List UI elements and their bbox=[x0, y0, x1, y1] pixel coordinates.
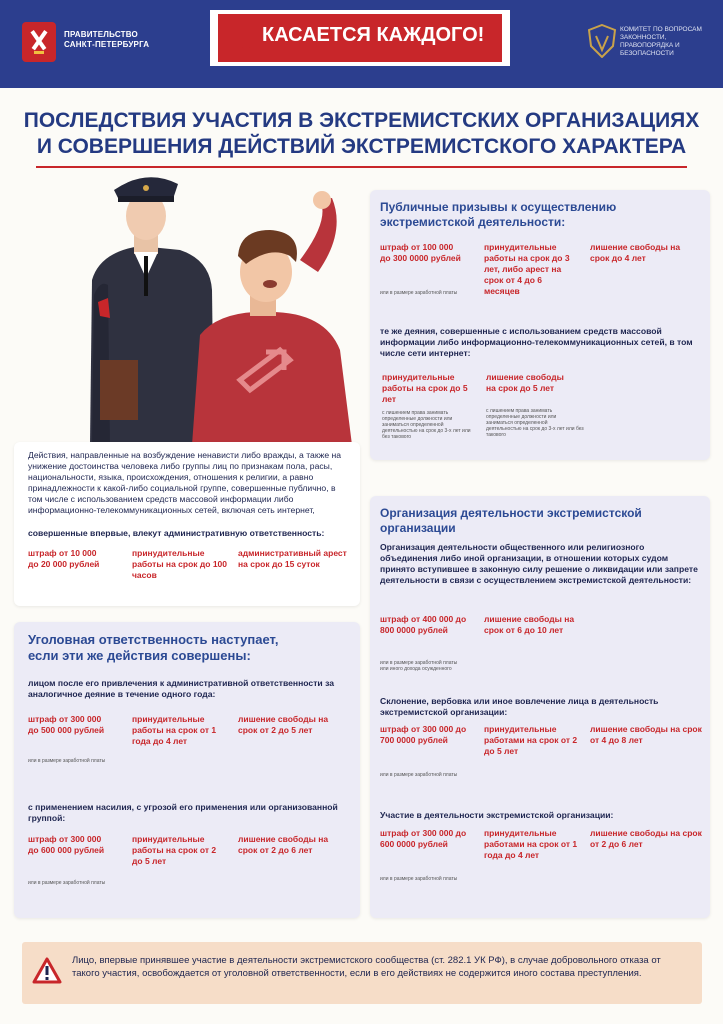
org-b-prison: лишение свободы на срок от 4 до 8 лет bbox=[590, 724, 702, 745]
org-lead3: Участие в деятельности экстремистской организации: bbox=[380, 810, 614, 820]
org-lead1: Организация деятельности общественного или религиозного объединения либо иной организации, в отношении которых судом принято вступившее в законную силу решение о ликвидации или запрете деятельности в связи с осуществлением экстремистской деятельности: bbox=[380, 542, 698, 585]
criminal-card bbox=[14, 622, 360, 918]
page-title: ПОСЛЕДСТВИЯ УЧАСТИЯ В ЭКСТРЕМИСТСКИХ ОРГАНИЗАЦИЯХ И СОВЕРШЕНИЯ ДЕЙСТВИЙ ЭКСТРЕМИСТСКОГО ХАРАКТЕРА bbox=[23, 109, 700, 158]
organization-card bbox=[370, 496, 710, 918]
footer-text: Лицо, впервые принявшее участие в деятельности экстремистского сообщества (ст. 282.1 УК РФ), в случае добровольного отказа от такого участия, освобождается от уголовной ответственности, если в его действиях не содержится иного состава преступления. bbox=[72, 955, 661, 979]
footer-notice bbox=[22, 942, 702, 1004]
gov-name: ПРАВИТЕЛЬСТВО САНКТ-ПЕТЕРБУРГА bbox=[64, 30, 150, 49]
public-calls-card bbox=[370, 190, 710, 460]
media-work: принудительные работы на срок до 5 лет bbox=[382, 372, 468, 404]
org-c-note: или в размере заработной платы bbox=[380, 876, 458, 882]
case1-work: принудительные работы на срок от 1 года до 4 лет bbox=[132, 714, 217, 746]
media-prison: лишение свободы на срок до 5 лет bbox=[486, 372, 564, 393]
case2-work: принудительные работы на срок от 2 до 5 лет bbox=[132, 834, 217, 866]
young-man-figure bbox=[192, 191, 352, 445]
org-b-fine: штраф от 300 000 до 700 0000 рублей bbox=[380, 724, 467, 745]
public-calls-title: Публичные призывы к осуществлению экстремистской деятельности: bbox=[380, 200, 617, 229]
public-lead2: те же деяния, совершенные с использованием средств массовой информации либо информационно-телекоммуникационных сетей, в том числе сети интернет: bbox=[380, 326, 693, 358]
illustration bbox=[70, 160, 370, 445]
org-c-prison: лишение свободы на срок от 2 до 6 лет bbox=[590, 828, 702, 849]
case2-prison: лишение свободы на срок от 2 до 6 лет bbox=[238, 834, 329, 855]
org-a-prison: лишение свободы на срок от 6 до 10 лет bbox=[484, 614, 575, 635]
admin-fine: штраф от 10 000 до 20 000 рублей bbox=[28, 548, 100, 569]
admin-arrest: административный арест на срок до 15 суток bbox=[238, 548, 347, 569]
public-fine: штраф от 100 000 до 300 0000 рублей bbox=[380, 242, 461, 263]
header-bar bbox=[0, 0, 723, 88]
exclamation-mark: ! bbox=[237, 8, 255, 66]
media-work-note: с лишением права занимать определенные должности или заниматься определенной деятельностью на срок до 3-х лет или без такового bbox=[382, 410, 471, 440]
ministry-emblem-icon bbox=[588, 24, 616, 58]
criminal-title: Уголовная ответственность наступает, если эти же действия совершены: bbox=[28, 632, 279, 663]
case1-fine: штраф от 300 000 до 500 000 рублей bbox=[28, 714, 105, 735]
admin-lead: совершенные впервые, влекут административную ответственность: bbox=[28, 528, 325, 538]
public-prison: лишение свободы на срок до 4 лет bbox=[590, 242, 681, 263]
org-c-fine: штраф от 300 000 до 600 0000 рублей bbox=[380, 828, 467, 849]
org-b-note: или в размере заработной платы bbox=[380, 772, 458, 778]
public-fine-note: или в размере заработной платы bbox=[380, 290, 458, 296]
case1-note: или в размере заработной платы bbox=[28, 758, 106, 764]
org-lead2: Склонение, вербовка или иное вовлечение лица в деятельность экстремистской организации: bbox=[380, 696, 659, 717]
admin-card bbox=[14, 442, 360, 606]
case2-fine: штраф от 300 000 до 600 000 рублей bbox=[28, 834, 105, 855]
admin-intro: Действия, направленные на возбуждение ненависти либо вражды, а также на унижение достоинства человека либо группы лиц по признакам пола, расы, национальности, языка, происхождения, отношения к религии, а равно принадлежности к какой-либо социальной группе, совершенные публично, в том числе с использованием средств массовой информации либо информационно-телекоммуникационных сетей, включая сеть интернет, bbox=[28, 450, 342, 515]
case2-note: или в размере заработной платы bbox=[28, 880, 106, 886]
org-c-work: принудительные работами на срок от 1 года до 4 лет bbox=[484, 828, 578, 860]
organization-title: Организация деятельности экстремистской организации bbox=[380, 506, 642, 535]
admin-work: принудительные работы на срок до 100 часов bbox=[132, 548, 228, 580]
ministry-name: КОМИТЕТ ПО ВОПРОСАМ ЗАКОННОСТИ, ПРАВОПОРЯДКА И БЕЗОПАСНОСТИ bbox=[620, 26, 702, 57]
case1-prison: лишение свободы на срок от 2 до 5 лет bbox=[238, 714, 329, 735]
org-a-fine: штраф от 400 000 до 800 0000 рублей bbox=[380, 614, 467, 635]
banner-text: КАСАЕТСЯ КАЖДОГО! bbox=[262, 24, 485, 46]
case1-lead: лицом после его привлечения к административной ответственности за аналогичное деяние в течение одного года: bbox=[28, 678, 335, 699]
case2-lead: с применением насилия, с угрозой его применения или организованной группой: bbox=[28, 802, 338, 823]
media-prison-note: с лишением права занимать определенные должности или заниматься определенной деятельностью на срок до 3-х лет или без такового bbox=[486, 408, 584, 438]
public-work: принудительные работы на срок до 3 лет, либо арест на срок от 4 до 6 месяцев bbox=[484, 242, 570, 296]
org-b-work: принудительные работами на срок от 2 до 5 лет bbox=[484, 724, 578, 756]
warning-icon bbox=[32, 956, 62, 986]
org-a-note: или в размере заработной платы или иного дохода осужденного bbox=[380, 660, 458, 672]
gov-emblem-icon bbox=[22, 22, 56, 62]
